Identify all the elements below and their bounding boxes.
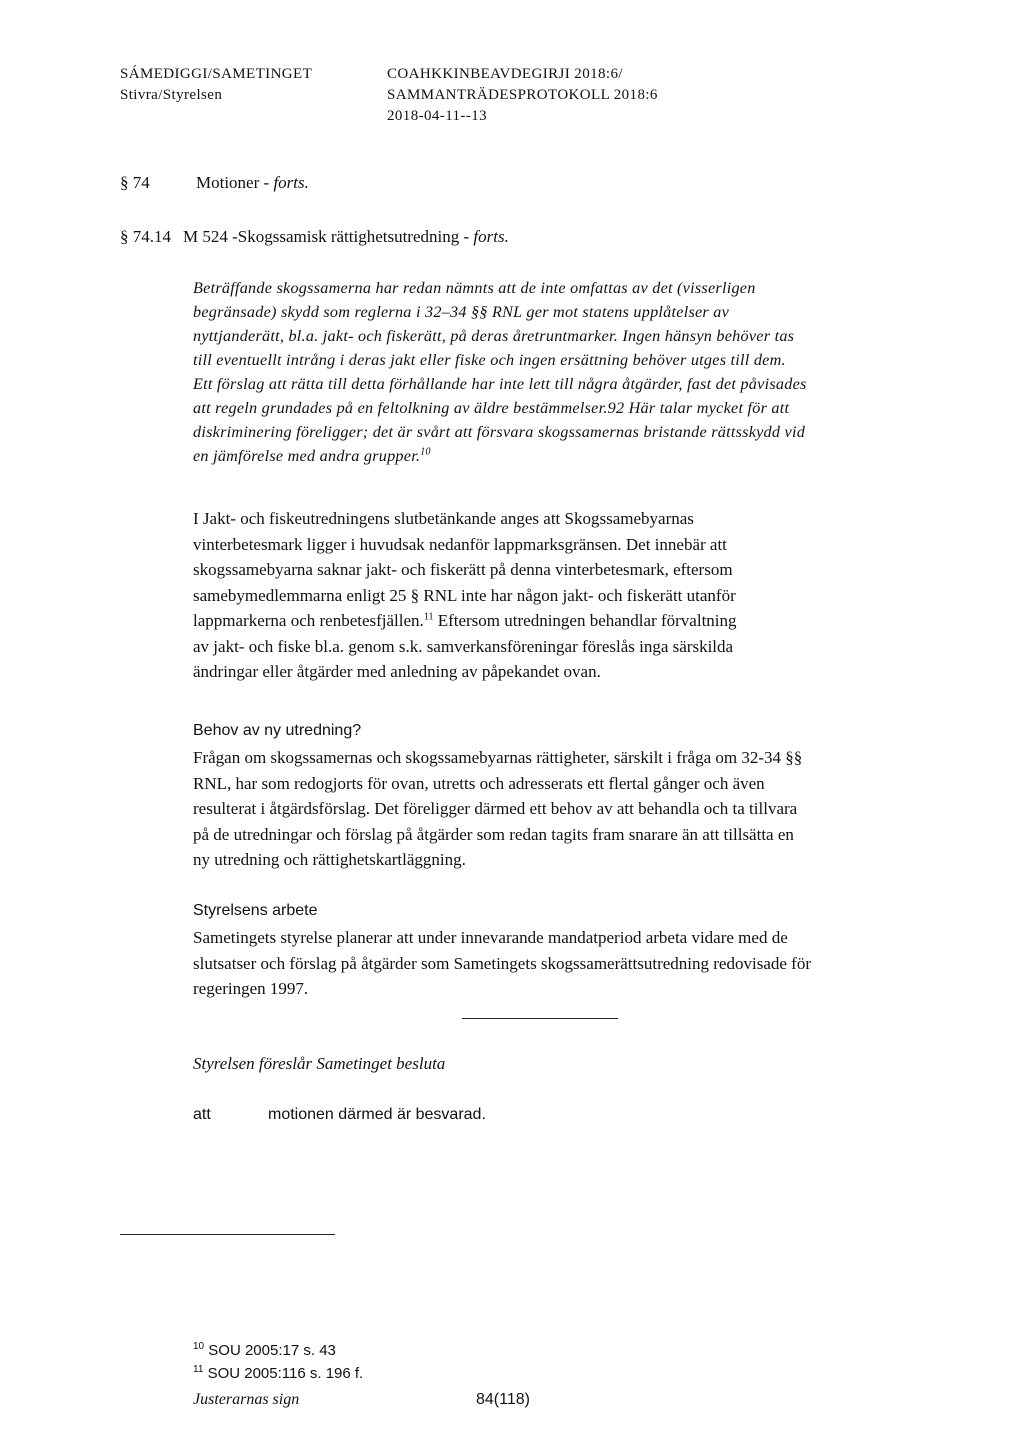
paragraph-line: ändringar eller åtgärder med anledning av påpekandet ovan. xyxy=(193,662,601,681)
page-number: 84(118) xyxy=(476,1391,530,1408)
quote-line: att regeln grundades på en feltolkning av äldre bestämmelser.92 Här talar mycket för att xyxy=(193,399,790,417)
subsection-title-suffix: forts. xyxy=(473,227,509,246)
quote-line: diskriminering föreligger; det är svårt att försvara skogssamernas bristande rättsskydd vid xyxy=(193,423,806,441)
paragraph-line: I Jakt- och fiskeutredningens slutbetänkande anges att Skogssamebyarnas xyxy=(193,509,694,528)
quote-line xyxy=(193,444,843,468)
paragraph-line: samebymedlemmarna enligt 25 § RNL inte har någon jakt- och fiskerätt utanför xyxy=(193,585,736,605)
paragraph-behov xyxy=(193,745,938,873)
quote-line: Ett förslag att rätta till detta förhållande har inte lett till några åtgärder, fast det påvisades xyxy=(193,375,807,393)
section-number: § 74 xyxy=(120,173,150,192)
section-title-text: Motioner - xyxy=(196,173,274,192)
subsection-number: § 74.14 xyxy=(120,227,171,246)
footnote-number: 10 xyxy=(193,1341,205,1352)
footnote-text: SOU 2005:17 s. 43 xyxy=(208,1342,336,1359)
quote-line: Beträffande skogssamerna har redan nämnts att de inte omfattas av det (visserligen xyxy=(193,279,756,297)
quote-line: till eventuellt intrång i deras jakt eller fiske och ingen ersättning behöver utges till dem. xyxy=(193,351,786,369)
header-org-line2: Stivra/Styrelsen xyxy=(120,87,223,103)
footnote-ref: 10 xyxy=(420,446,431,458)
paragraph-line xyxy=(193,608,938,634)
subsection-heading xyxy=(120,226,509,248)
header-protocol-line2: SAMMANTRÄDESPROTOKOLL 2018:6 xyxy=(387,87,658,103)
subsection-title xyxy=(183,226,509,248)
footnote-separator xyxy=(120,1234,335,1235)
paragraph-line: Frågan om skogssamernas och skogssamebyarnas rättigheter, särskilt i fråga om 32-34 §§ xyxy=(193,748,803,767)
footer-sign-label: Justerarnas sign xyxy=(193,1391,300,1408)
paragraph-line: RNL, har som redogjorts för ovan, utretts och adresserats ett flertal gånger och även xyxy=(193,773,765,793)
quote-line: begränsade) skydd som reglerna i 32–34 §§ RNL ger mot statens upplåtelser av xyxy=(193,303,730,321)
decision-att: att xyxy=(193,1106,211,1123)
footnote-11 xyxy=(193,1364,363,1384)
paragraph-line: av jakt- och fiske bl.a. genom s.k. samverkansföreningar föreslås inga särskilda xyxy=(193,636,734,656)
paragraph-jakt-fiske xyxy=(193,506,938,685)
paragraph-line: på de utredningar och förslag på åtgärder som redan tagits fram snarare än att tillsätta en xyxy=(193,824,794,844)
header-organization xyxy=(120,64,312,106)
decision-text: motionen därmed är besvarad. xyxy=(268,1106,486,1123)
header-protocol xyxy=(387,64,658,127)
header-protocol-line1: COAHKKINBEAVDEGIRJI 2018:6/ xyxy=(387,66,623,82)
footnote-number: 11 xyxy=(193,1364,204,1375)
section-title-suffix: forts. xyxy=(273,173,309,192)
paragraph-line: regeringen 1997. xyxy=(193,979,309,998)
paragraph-line: Sametingets styrelse planerar att under innevarande mandatperiod arbeta vidare med de xyxy=(193,928,788,947)
paragraph-line: vinterbetesmark ligger i huvudsak nedanför lappmarksgränsen. Det innebär att xyxy=(193,534,727,554)
separator-line xyxy=(462,1018,618,1019)
paragraph-line: ny utredning och rättighetskartläggning. xyxy=(193,850,466,869)
paragraph-line-text: Eftersom utredningen behandlar förvaltning xyxy=(433,611,737,630)
paragraph-line: slutsatser och förslag på åtgärder som Sametingets skogssamerättsutredning redovisade för xyxy=(193,953,811,973)
section-heading xyxy=(120,172,309,194)
footnote-10 xyxy=(193,1341,336,1361)
section-title xyxy=(196,172,309,194)
paragraph-line-text: lappmarkerna och renbetesfjällen. xyxy=(193,611,424,630)
quote-last-line: en jämförelse med andra grupper. xyxy=(193,447,421,465)
paragraph-line: resulterat i åtgärdsförslag. Det föreligger därmed ett behov av att behandla och ta tillvara xyxy=(193,799,798,818)
paragraph-line: skogssamebyarna saknar jakt- och fiskerätt på denna vinterbetesmark, eftersom xyxy=(193,560,733,579)
header-org-line1: SÁMEDIGGI/SAMETINGET xyxy=(120,66,313,82)
header-protocol-date: 2018-04-11--13 xyxy=(387,108,488,124)
quote-block xyxy=(193,276,843,468)
footnote-text: SOU 2005:116 s. 196 f. xyxy=(207,1365,364,1382)
subsection-title-text: M 524 -Skogssamisk rättighetsutredning - xyxy=(183,227,474,246)
decision-heading: Styrelsen föreslår Sametinget besluta xyxy=(193,1054,446,1073)
heading-styrelsens-arbete: Styrelsens arbete xyxy=(193,902,318,919)
paragraph-styrelsens-arbete xyxy=(193,925,938,1002)
footnote-ref: 11 xyxy=(423,611,434,623)
quote-line: nyttjanderätt, bl.a. jakt- och fiskerätt, på deras åretruntmarker. Ingen hänsyn behöver tas xyxy=(193,327,795,345)
heading-behov: Behov av ny utredning? xyxy=(193,722,362,739)
